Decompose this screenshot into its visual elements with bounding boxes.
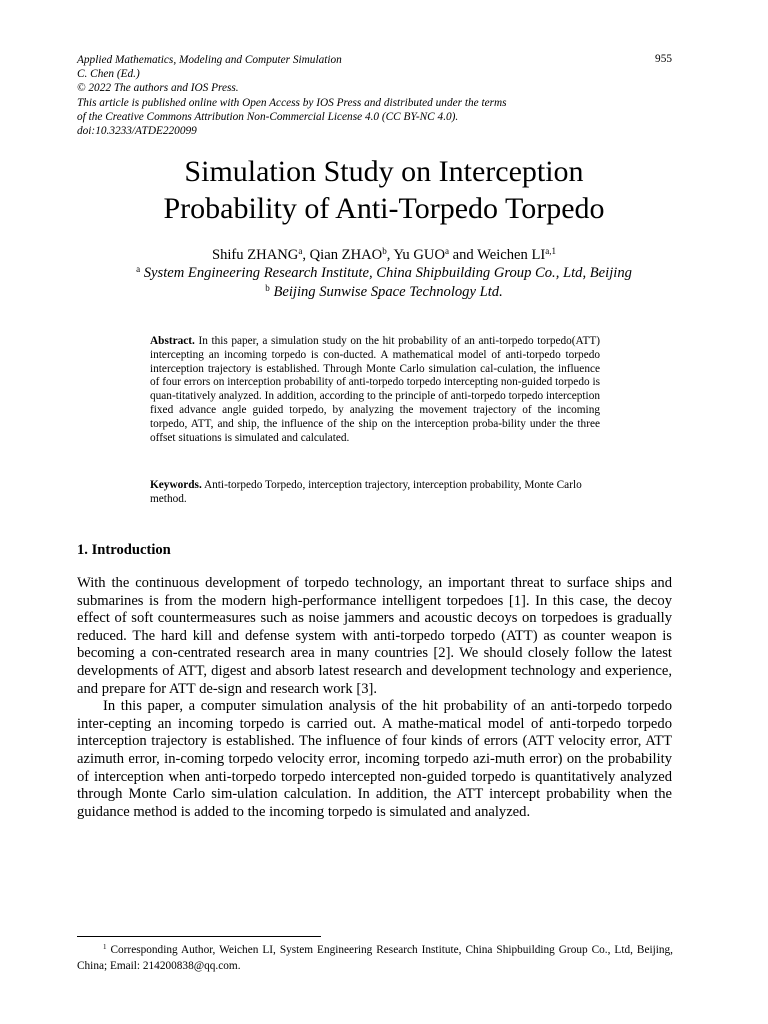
header-line: © 2022 The authors and IOS Press. [77,82,239,95]
footnote-text: Corresponding Author, Weichen LI, System Engineering Research Institute, China Shipbuilding Group Co., Ltd, Beijing, China; Email: 214200838@qq.com. [77,944,673,972]
footnote-mark: 1 [103,943,107,952]
keywords-label: Keywords. [150,479,202,491]
affiliation-b [0,283,768,302]
affiliation-mark: b [265,283,270,294]
abstract-text: In this paper, a simulation study on the hit probability of an anti-torpedo torpedo(ATT) intercepting an incoming torpedo is con-ducted. A mathematical model of anti-torpedo torpedo interception trajectory is established. Through Monte Carlo simulation cal-culation, the influence of four errors on interception probability of anti-torpedo torpedo intercepting non-guided torpedo is quan-titatively analyzed. In addition, according to the principle of anti-torpedo torpedo interception fixed advance angle guided torpedo, by analyzing the movement trajectory of the incoming torpedo, ATT, and ship, the influence of the ship on the interception proba-bility under the three offset situations is simulated and calculated. [150,335,601,444]
paragraph: With the continuous development of torpedo technology, an important threat to surface ships and submarines is from the modern high-performance intelligent torpedoes [1]. In this case, the decoy effect of soft countermeasures such as noise jammers and acoustic decoys on torpedoes is gradually reduced. The hard kill and defense system with anti-torpedo torpedo (ATT) as counter weapon is becoming a con-centrated research area in many countries [2]. We should closely follow the latest developments of ATT, digest and absorb latest research and development technology and experience, and prepare for ATT de-sign and research work [3]. [77,575,672,697]
header-line: Applied Mathematics, Modeling and Computer Simulation [77,54,342,66]
header-line: of the Creative Commons Attribution Non-Commercial License 4.0 (CC BY-NC 4.0). [77,110,459,123]
paragraph: In this paper, a computer simulation analysis of the hit probability of an anti-torpedo torpedo inter-cepting an incoming torpedo is carried out. A mathe-matical model of anti-torpedo torpedo interception trajectory is established. The influence of four kinds of errors (ATT velocity error, ATT azimuth error, in-coming torpedo velocity error, incoming torpedo azi-muth error) on the probability of interception when anti-torpedo torpedo intercepted non-guided torpedo is quantitatively analyzed through Monte Carlo sim-ulation calculation. In addition, the ATT intercept probability when the guidance method is added to the incoming torpedo is simulated and analyzed. [77,698,672,820]
abstract [150,335,600,445]
affiliation-a [0,264,768,283]
author-affiliation-mark: a [298,246,303,257]
section-heading: 1. Introduction [77,542,171,558]
publication-header [77,53,677,138]
body-text [77,575,672,821]
keywords-text: Anti-torpedo Torpedo, interception trajectory, interception probability, Monte Carlo method. [150,479,582,505]
author-name: Weichen LI [477,247,546,263]
affiliation-text: Beijing Sunwise Space Technology Ltd. [273,284,503,300]
author-affiliation-mark: a,1 [545,246,557,257]
author-name: Shifu ZHANG [211,247,299,263]
abstract-label: Abstract. [150,335,195,347]
author-separator: , [302,247,310,263]
doi-line: doi:10.3233/ATDE220099 [77,125,197,138]
footnote [77,943,673,974]
affiliation-mark: a [136,264,141,275]
author-affiliation-mark: b [382,246,387,257]
affiliation-text: System Engineering Research Institute, China Shipbuilding Group Co., Ltd, Beijing [143,265,632,281]
title-line-1: Simulation Study on Interception [184,155,584,188]
title-line-2: Probability of Anti-Torpedo Torpedo [163,192,605,225]
author-name: Qian ZHAO [309,247,383,263]
header-line: This article is published online with Open Access by IOS Press and distributed under the terms [77,96,507,109]
paper-title [0,153,768,227]
keywords [150,479,600,507]
author-name: Yu GUO [393,247,445,263]
footnote-divider [77,936,321,937]
author-separator: and [449,247,478,263]
author-separator: , [386,247,394,263]
page-number: 955 [655,53,672,65]
header-line: C. Chen (Ed.) [77,68,140,81]
author-affiliation-mark: a [444,246,449,257]
author-list [0,246,768,265]
